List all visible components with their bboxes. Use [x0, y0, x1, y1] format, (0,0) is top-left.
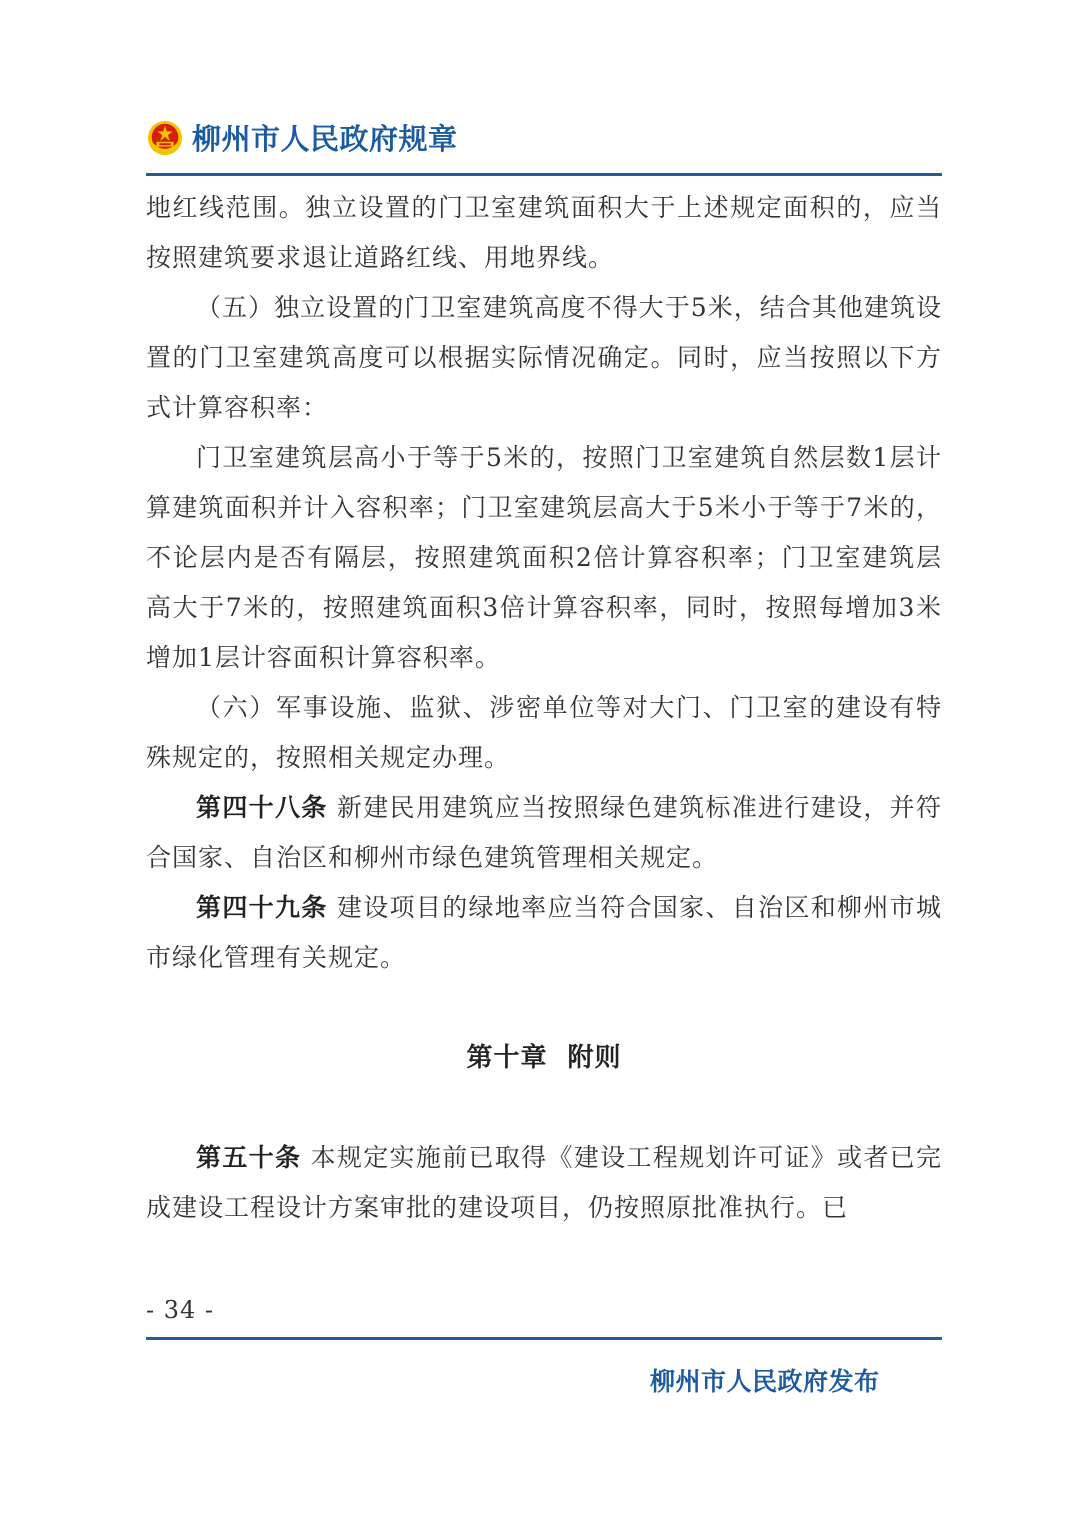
spacer: [146, 1083, 942, 1133]
paragraph-text: 建设项目的绿地率应当符合国家、自治区和柳州市城市绿化管理有关规定。: [146, 893, 942, 972]
paragraph-text: 地红线范围。独立设置的门卫室建筑面积大于上述规定面积的，应当按照建筑要求退让道路红线、用地界线。: [146, 193, 942, 272]
page-number: - 34 -: [146, 1296, 215, 1324]
header-title: 柳州市人民政府规章: [192, 122, 458, 156]
spacer: [146, 983, 942, 1033]
paragraph: [146, 283, 942, 433]
paragraph-text: （五）独立设置的门卫室建筑高度不得大于5米，结合其他建筑设置的门卫室建筑高度可以根据实际情况确定。同时，应当按照以下方式计算容积率：: [146, 293, 942, 422]
national-emblem-icon: [146, 119, 184, 157]
article-paragraph: [146, 883, 942, 983]
header-rule: [146, 173, 942, 176]
paragraph: [146, 683, 942, 783]
footer-publisher: 柳州市人民政府发布: [650, 1367, 880, 1396]
paragraph-text: 新建民用建筑应当按照绿色建筑标准进行建设，并符合国家、自治区和柳州市绿色建筑管理相关规定。: [146, 793, 942, 872]
document-body: [146, 183, 942, 1233]
paragraph-text: 门卫室建筑层高小于等于5米的，按照门卫室建筑自然层数1层计算建筑面积并计入容积率；门卫室建筑层高大于5米小于等于7米的，不论层内是否有隔层，按照建筑面积2倍计算容积率；门卫室建筑层高大于7米的，按照建筑面积3倍计算容积率，同时，按照每增加3米增加1层计容面积计算容积率。: [146, 443, 942, 672]
article-paragraph: [146, 1133, 942, 1233]
paragraph-text: 本规定实施前已取得《建设工程规划许可证》或者已完成建设工程设计方案审批的建设项目，仍按照原批准执行。已: [146, 1143, 942, 1222]
article-number: 第五十条: [196, 1143, 302, 1172]
chapter-heading: 第十章 附则: [466, 1043, 622, 1073]
paragraph-text: （六）军事设施、监狱、涉密单位等对大门、门卫室的建设有特殊规定的，按照相关规定办理。: [146, 693, 942, 772]
footer-rule: [146, 1337, 942, 1340]
article-number: 第四十九条: [196, 893, 328, 922]
paragraph: [146, 433, 942, 683]
article-paragraph: [146, 783, 942, 883]
article-number: 第四十八条: [196, 793, 328, 822]
paragraph: [146, 183, 942, 283]
page-header: [146, 117, 458, 158]
